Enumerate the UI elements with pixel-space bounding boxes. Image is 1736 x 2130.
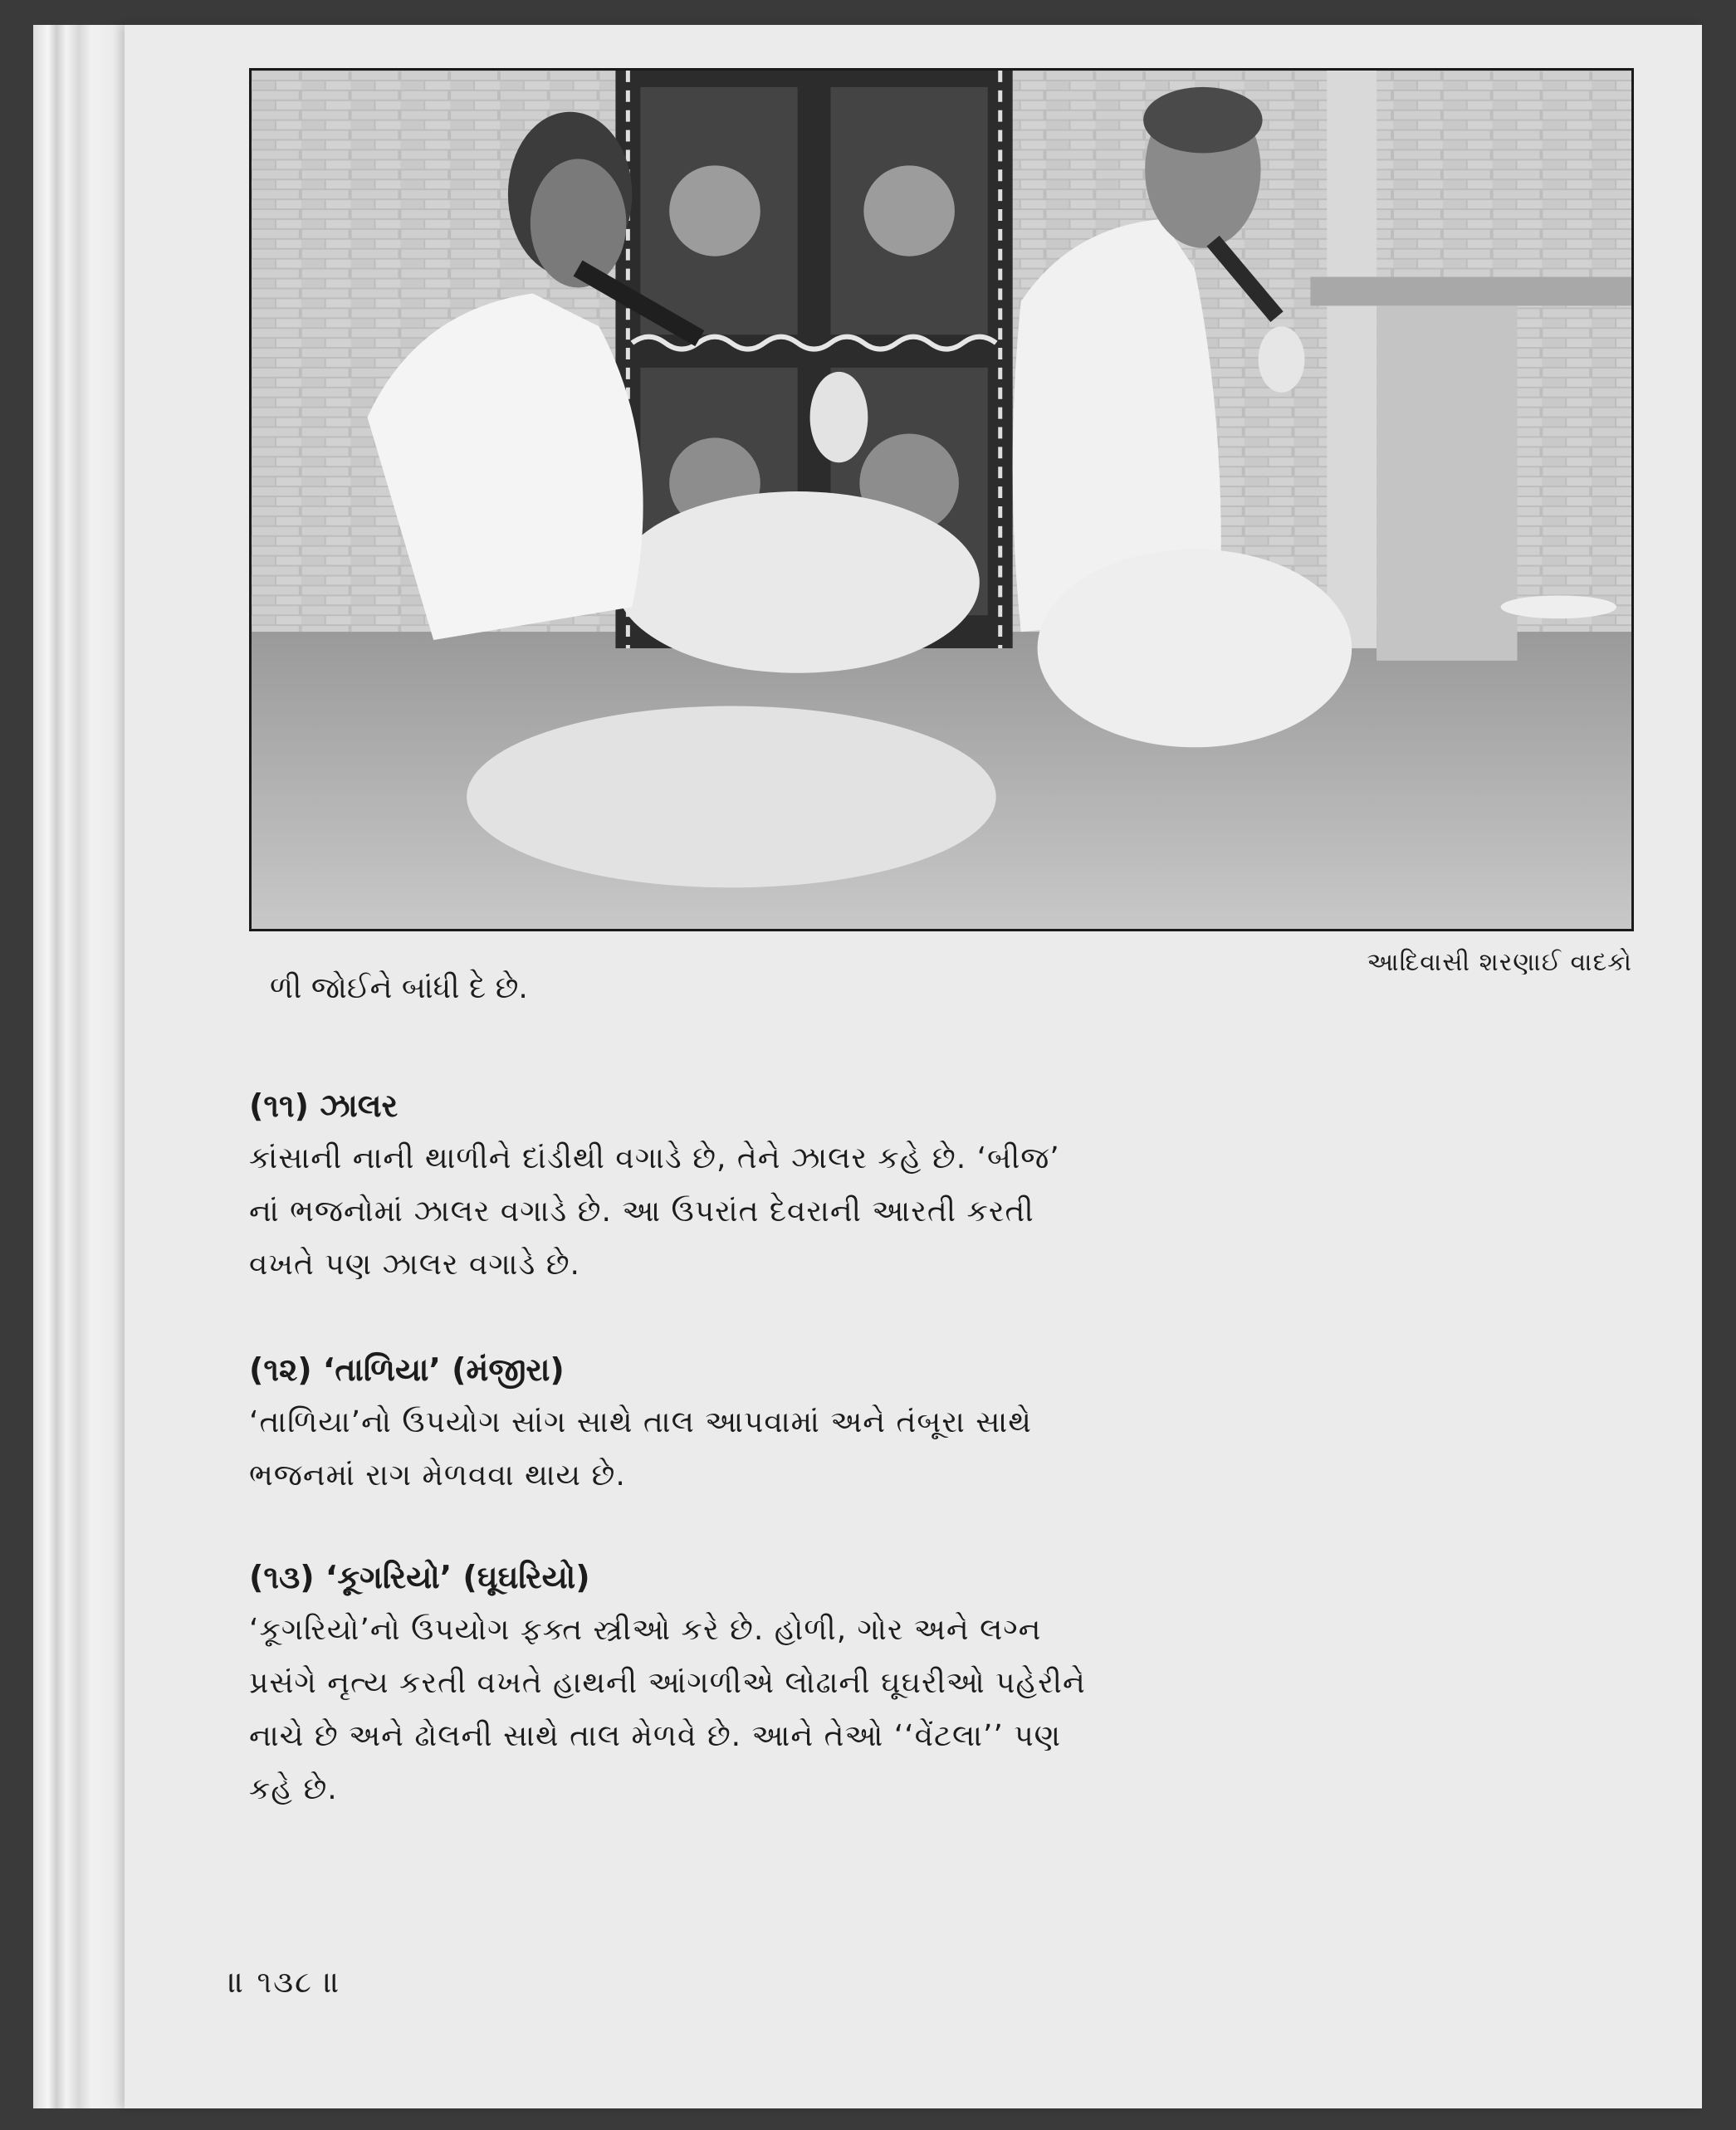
body-line: નાચે છે અને ઢોલની સાથે તાલ મેળવે છે. આને તેઓ ‘‘વેંટલા’’ પણ: [249, 1719, 1062, 1753]
section-13: [249, 1551, 1086, 1816]
body-line: વખતે પણ ઝાલર વગાડે છે.: [249, 1248, 580, 1282]
carryover-line: ળી જોઈને બાંધી દે છે.: [270, 971, 528, 1005]
body-line: કહે છે.: [249, 1772, 338, 1806]
section-12: [249, 1343, 1063, 1502]
body-line: ભજનમાં રાગ મેળવવા થાય છે.: [249, 1458, 626, 1492]
page-number: ॥ ૧૩૮ ॥: [228, 1966, 342, 2000]
photo-caption: આદિવાસી શરણાઈ વાદકો: [1367, 948, 1632, 977]
photo-shehnai-players: [249, 68, 1634, 931]
section-heading: (૧૧) ઝાલર: [249, 1087, 399, 1124]
section-heading: (૧૩) ‘કૂગરિયો’ (ઘૂઘરિયો): [249, 1559, 590, 1595]
photo-illustration: [252, 71, 1631, 929]
section-heading: (૧૨) ‘તાળિયા’ (મંજીરા): [249, 1351, 565, 1388]
body-line: કાંસાની નાની થાળીને દાંડીથી વગાડે છે, તેને ઝાલર કહે છે. ‘બીજ’: [249, 1141, 1060, 1175]
body-line: નાં ભજનોમાં ઝાલર વગાડે છે. આ ઉપરાંત દેવરાની આરતી કરતી: [249, 1194, 1034, 1229]
body-line: ‘કૂગરિયો’નો ઉપયોગ ફક્ત સ્ત્રીઓ કરે છે. હોળી, ગોર અને લગ્ન: [249, 1613, 1042, 1647]
body-line: ‘તાળિયા’નો ઉપયોગ સાંગ સાથે તાલ આપવામાં અને તંબૂરા સાથે: [249, 1405, 1032, 1439]
section-11: [249, 1079, 1063, 1292]
body-line: પ્રસંગે નૃત્ય કરતી વખતે હાથની આંગળીએ લોઢાની ઘૂઘરીઓ પહેરીને: [249, 1666, 1086, 1700]
